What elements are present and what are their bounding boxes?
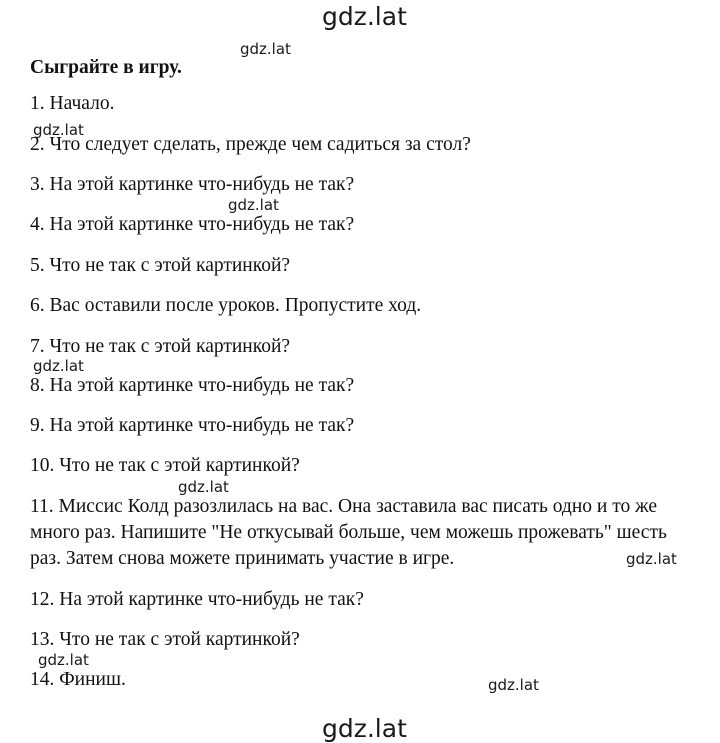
list-item: 2. Что следует сделать, прежде чем садиться за стол? [30, 134, 471, 155]
watermark: gdz.lat [488, 676, 539, 694]
watermark: gdz.lat [38, 651, 89, 669]
list-item: 6. Вас оставили после уроков. Пропустите ход. [30, 295, 422, 316]
list-item: 10. Что не так с этой картинкой? [30, 455, 300, 476]
list-item: 12. На этой картинке что-нибудь не так? [30, 589, 364, 610]
watermark: gdz.lat [178, 478, 229, 496]
list-item-line: много раз. Напишите "Не откусывай больше, чем можешь прожевать" шесть [30, 522, 667, 543]
watermark: gdz.lat [228, 196, 279, 214]
list-item: 9. На этой картинке что-нибудь не так? [30, 415, 355, 436]
list-item: 3. На этой картинке что-нибудь не так? [30, 174, 355, 195]
list-item: 7. Что не так с этой картинкой? [30, 336, 291, 357]
watermark-top: gdz.lat [322, 2, 407, 31]
watermark: gdz.lat [33, 357, 84, 375]
watermark: gdz.lat [626, 550, 677, 568]
list-item: 13. Что не так с этой картинкой? [30, 629, 300, 650]
document-title: Сыграйте в игру. [30, 57, 182, 78]
list-item: 14. Финиш. [30, 669, 126, 690]
watermark-bottom: gdz.lat [322, 714, 407, 743]
list-item-line: раз. Затем снова можете принимать участие в игре. [30, 548, 455, 569]
watermark: gdz.lat [33, 121, 84, 139]
list-item: 4. На этой картинке что-нибудь не так? [30, 214, 355, 235]
list-item-line: 11. Миссис Колд разозлилась на вас. Она заставила вас писать одно и то же [30, 496, 657, 517]
watermark: gdz.lat [240, 40, 291, 58]
list-item: 5. Что не так с этой картинкой? [30, 255, 291, 276]
list-item: 1. Начало. [30, 93, 115, 114]
list-item: 8. На этой картинке что-нибудь не так? [30, 375, 355, 396]
